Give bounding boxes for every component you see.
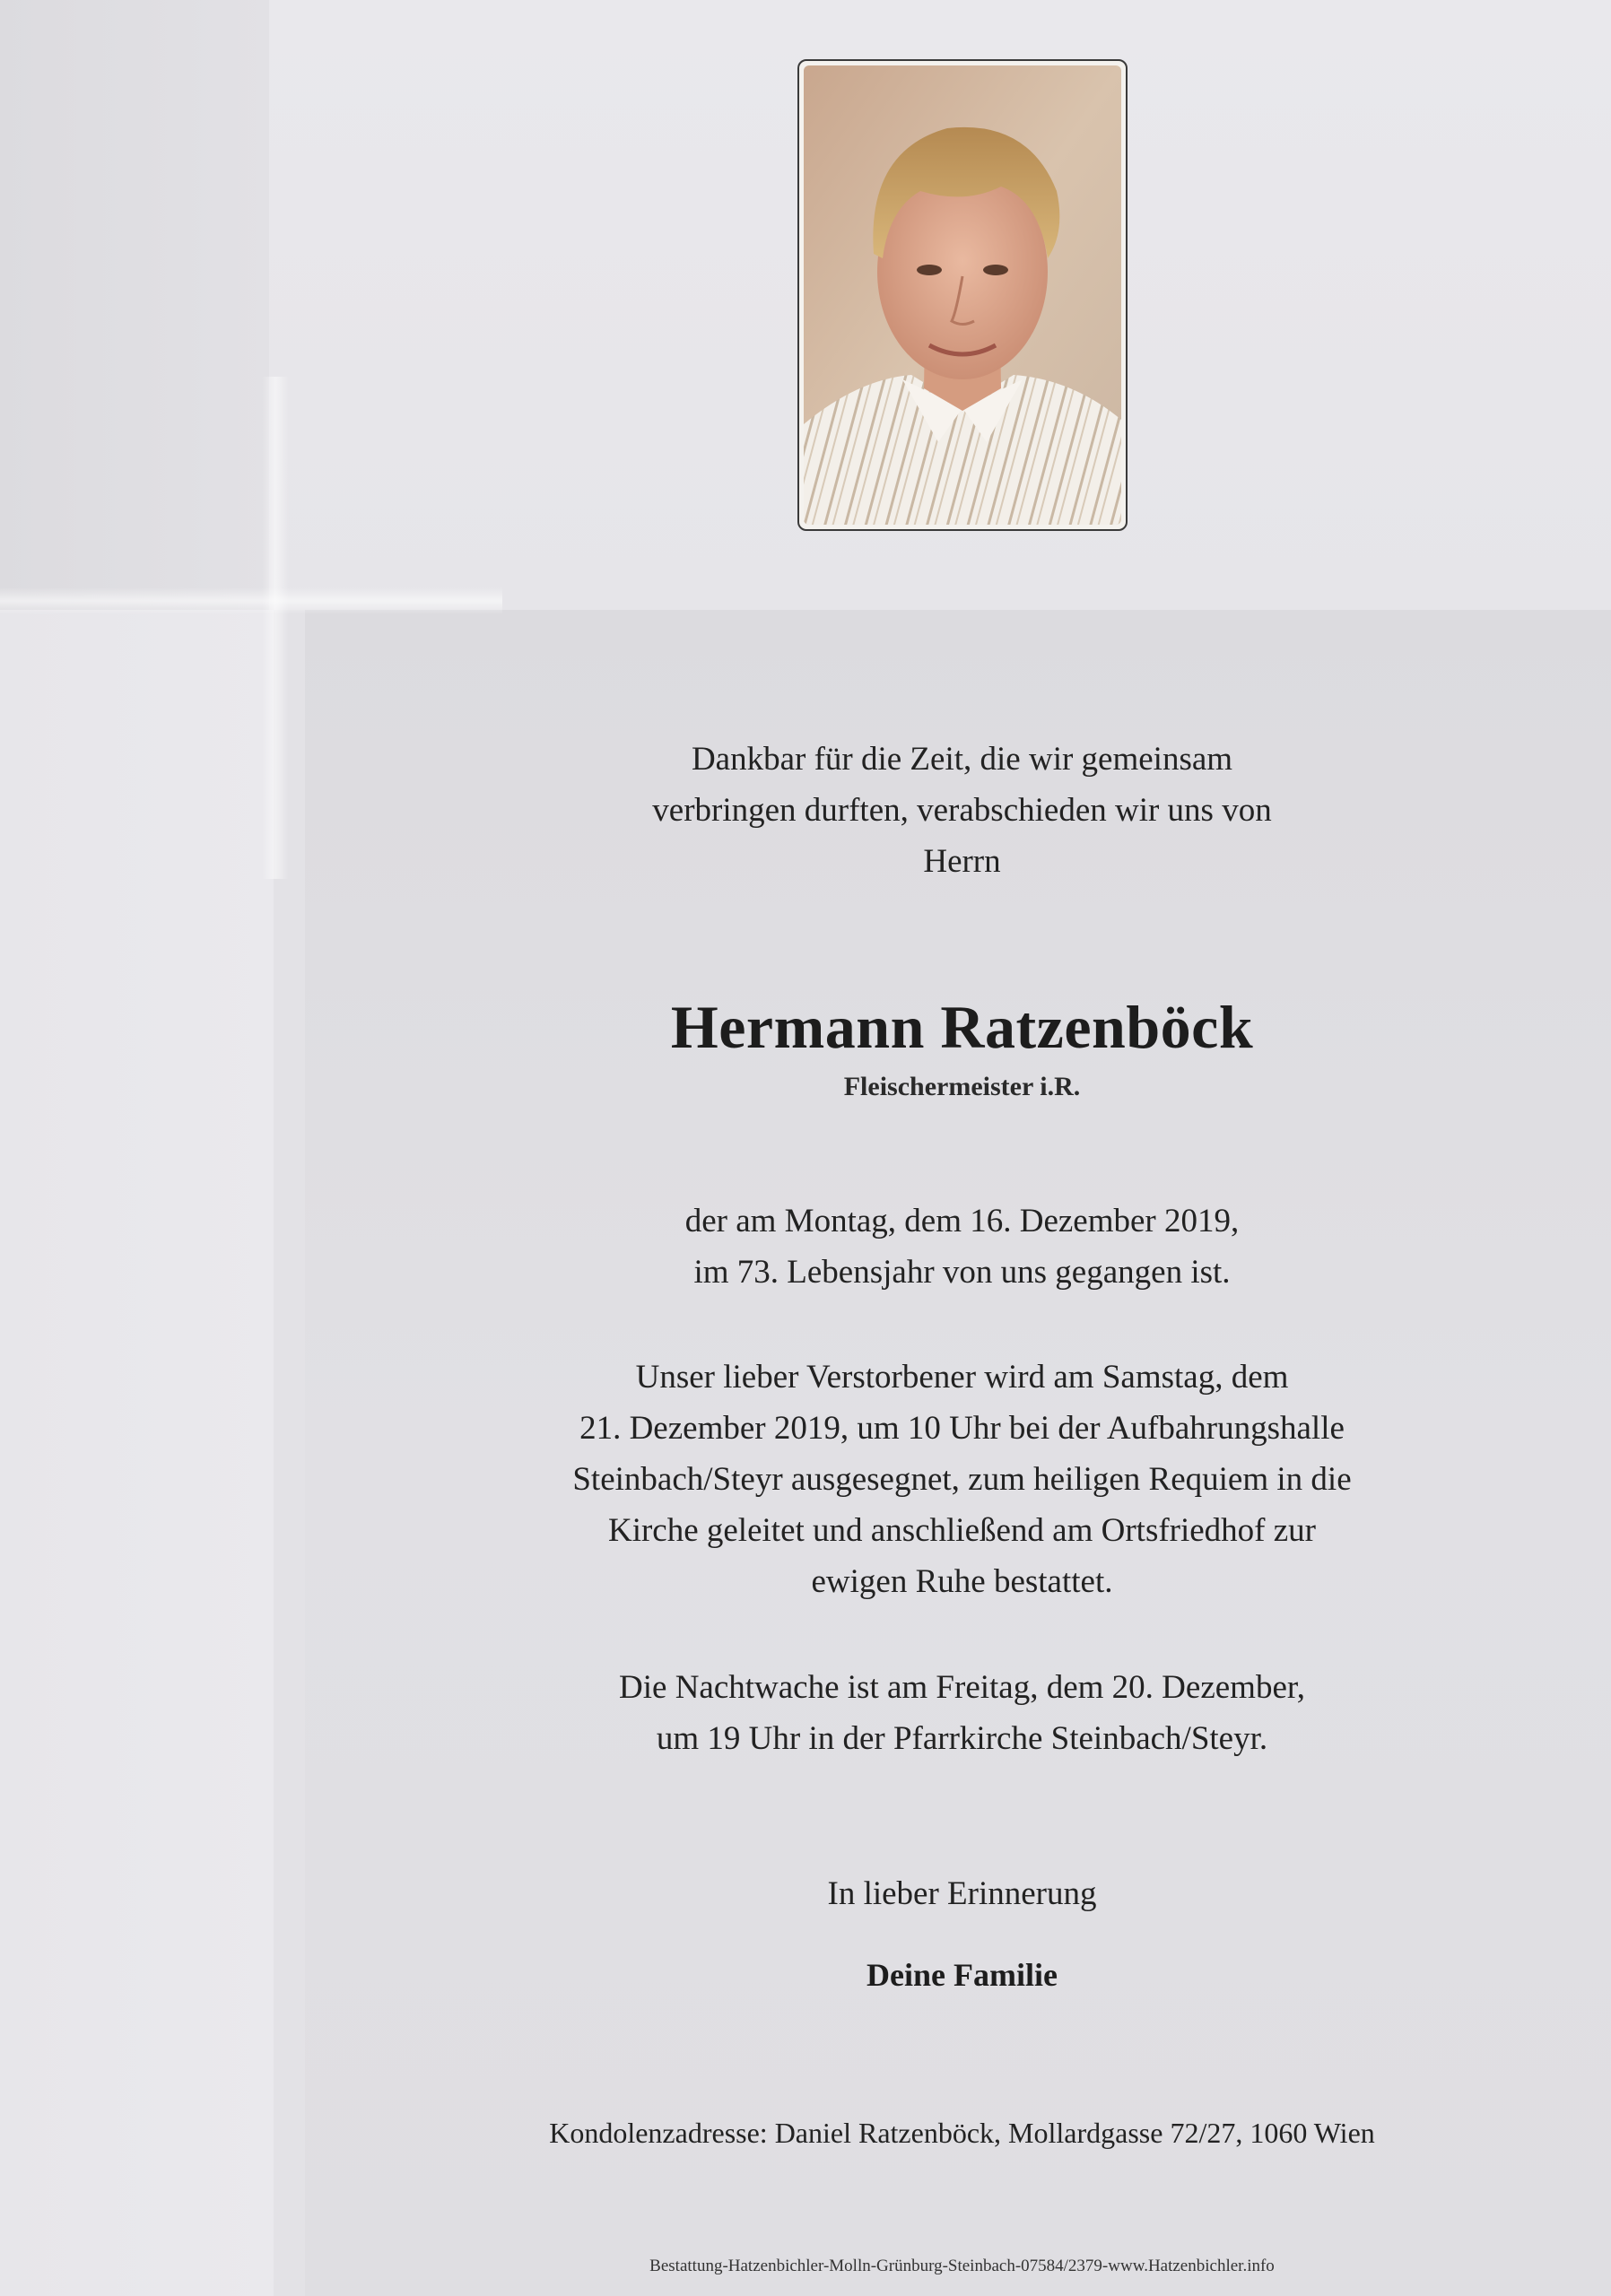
intro-line: verbringen durften, verabschieden wir uns von (652, 792, 1272, 829)
ceremony-line: Unser lieber Verstorbener wird am Samstag, dem (635, 1359, 1289, 1396)
background-left-bottom-panel (0, 610, 274, 2296)
ceremony-line: 21. Dezember 2019, um 10 Uhr bei der Aufbahrungshalle (579, 1410, 1345, 1447)
deceased-name: Hermann Ratzenböck (670, 993, 1254, 1061)
portrait-photo (797, 59, 1128, 531)
deceased-title: Fleischermeister i.R. (843, 1072, 1081, 1101)
vigil-line: Die Nachtwache ist am Freitag, dem 20. Dezember, (619, 1669, 1305, 1706)
ceremony-notice (502, 1352, 1422, 1607)
condolence-address: Kondolenzadresse: Daniel Ratzenböck, Mollardgasse 72/27, 1060 Wien (549, 2117, 1375, 2149)
vigil-line: um 19 Uhr in der Pfarrkirche Steinbach/Steyr. (656, 1720, 1268, 1757)
ceremony-line: Kirche geleitet und anschließend am Ortsfriedhof zur (607, 1512, 1317, 1549)
intro-line: Dankbar für die Zeit, die wir gemeinsam (691, 741, 1233, 778)
footer-funeral-home: Bestattung-Hatzenbichler-Molln-Grünburg-Steinbach-07584/2379-www.Hatzenbichler.info (649, 2257, 1275, 2275)
family-signature: Deine Familie (866, 1957, 1058, 1993)
ceremony-line: ewigen Ruhe bestattet. (811, 1563, 1113, 1600)
death-notice (502, 1196, 1422, 1298)
cross-vertical-beam (262, 377, 289, 879)
intro-line: Herrn (923, 843, 1001, 880)
cross-horizontal-beam (0, 587, 502, 614)
background-left-top-panel (0, 0, 269, 610)
intro-text (502, 734, 1422, 887)
death-line: der am Montag, dem 16. Dezember 2019, (684, 1203, 1240, 1239)
vigil-notice (502, 1662, 1422, 1764)
ceremony-line: Steinbach/Steyr ausgesegnet, zum heiligen Requiem in die (572, 1461, 1352, 1498)
memory-text: In lieber Erinnerung (827, 1875, 1097, 1912)
death-line: im 73. Lebensjahr von uns gegangen ist. (693, 1254, 1231, 1291)
portrait-image (804, 65, 1121, 525)
